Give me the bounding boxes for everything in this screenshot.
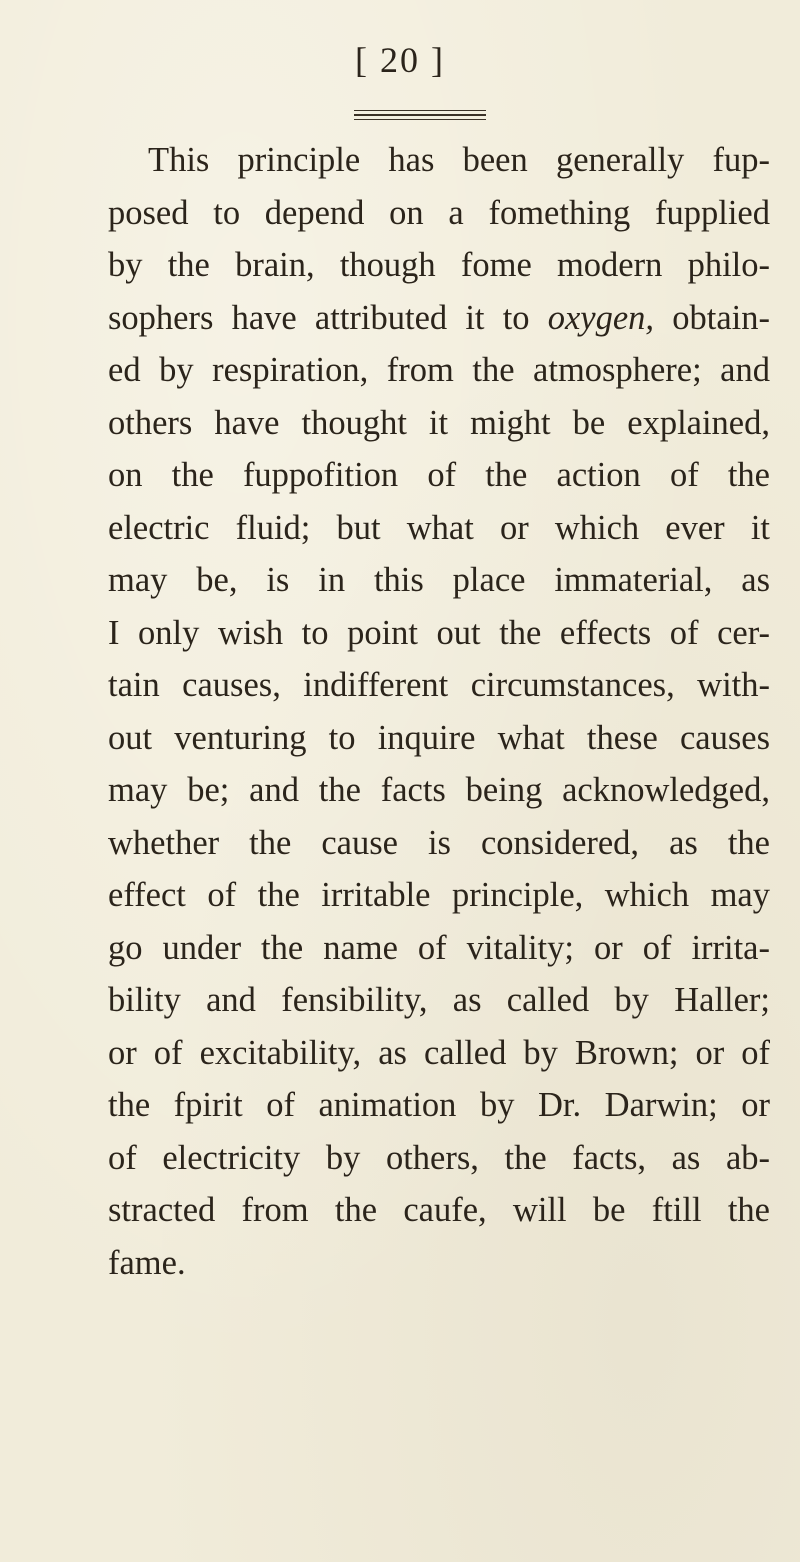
text-line: the fpirit of animation by Dr. Darwin; or [108,1086,770,1124]
header-rule [354,110,486,111]
page-number-header: [ 20 ] [355,40,445,80]
text-line: tain causes, indifferent circumstances, with- [108,666,770,704]
text-line: on the fuppofition of the action of the [108,456,770,494]
text-segment: obtain- [654,298,770,337]
text-line: posed to depend on a fomething fupplied [108,193,770,232]
text-line: by the brain, though fome modern philo- [108,246,770,284]
text-line: effect of the irritable principle, which may [108,876,770,914]
text-line: others have thought it might be explained, [108,403,770,442]
text-line: I only wish to point out the effects of cer- [108,613,770,652]
text-segment: sophers have attributed it to [108,298,548,337]
text-line: whether the cause is considered, as the [108,823,770,862]
text-line: go under the name of vitality; or of irrita- [108,928,770,967]
header-rule [354,114,486,116]
body-paragraph [108,134,770,1289]
text-line: out venturing to inquire what these causes [108,718,770,757]
text-line: or of excitability, as called by Brown; or of [108,1033,770,1072]
text-line: This principle has been generally fup- [148,141,770,179]
text-line: ed by respiration, from the atmosphere; and [108,351,770,389]
text-line: may be, is in this place immaterial, as [108,561,770,599]
text-line: stracted from the caufe, will be ftill the [108,1191,770,1229]
text-line: electric fluid; but what or which ever it [108,508,770,547]
text-line: may be; and the facts being acknowledged, [108,771,770,809]
text-line: bility and fensibility, as called by Haller; [108,981,770,1019]
text-line [108,292,770,345]
italic-term: oxygen, [547,298,655,337]
text-line: of electricity by others, the facts, as ab- [108,1138,770,1177]
text-line: fame. [108,1243,186,1282]
header-rule [354,119,486,120]
